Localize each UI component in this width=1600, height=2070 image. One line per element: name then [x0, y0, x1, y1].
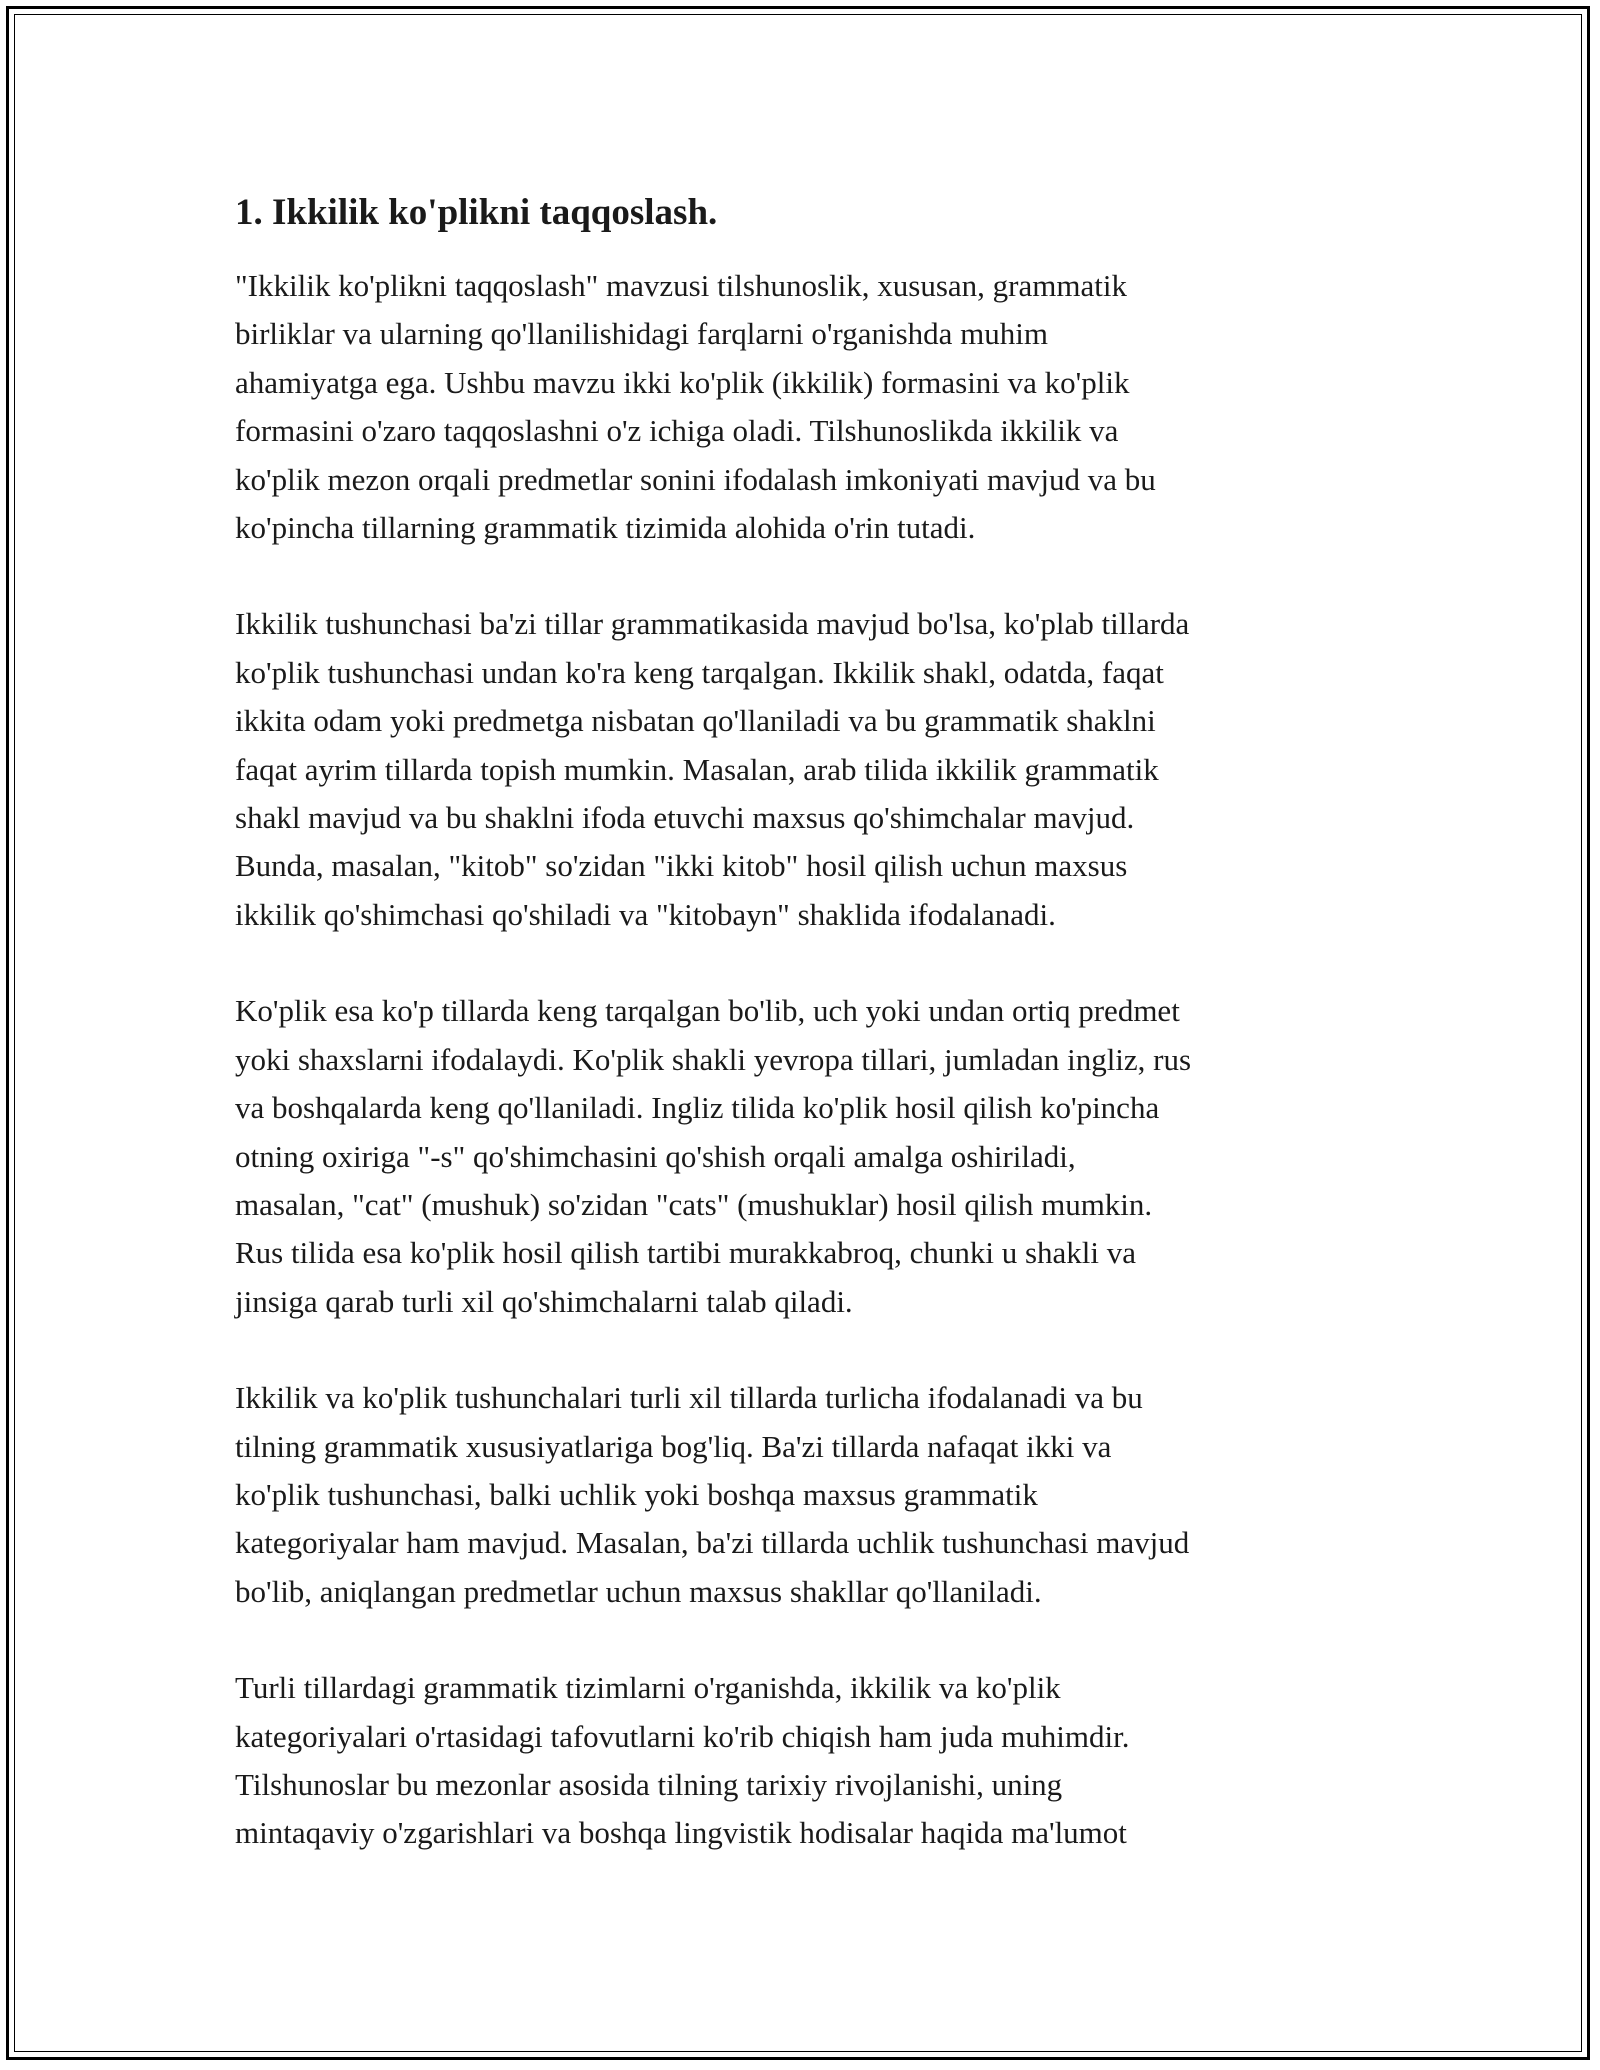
- document-page: [235, 190, 1375, 1906]
- paragraph-3: Ko'plik esa ko'p tillarda keng tarqalgan bo'lib, uch yoki undan ortiq predmet yoki shaxslarni ifodalaydi. Ko'plik shakli yevropa tillari, jumladan ingliz, rus va boshqalarda keng qo'llaniladi. Ingliz tilida ko'plik hosil qilish ko'pincha otning oxiriga "-s" qo'shimchasini qo'shish orqali amalga oshiriladi, masalan, "cat" (mushuk) so'zidan "cats" (mushuklar) hosil qilish mumkin. Rus tilida esa ko'plik hosil qilish tartibi murakkabroq, chunki u shakli va jinsiga qarab turli xil qo'shimchalarni talab qiladi.: [235, 993, 1192, 1319]
- paragraph-5: Turli tillardagi grammatik tizimlarni o'rganishda, ikkilik va ko'plik kategoriyalari o'rtasidagi tafovutlarni ko'rib chiqish ham juda muhimdir. Tilshunoslar bu mezonlar asosida tilning tarixiy rivojlanishi, uning mintaqaviy o'zgarishlari va boshqa lingvistik hodisalar haqida ma'lumot: [235, 1670, 1130, 1851]
- paragraph-2: Ikkilik tushunchasi ba'zi tillar grammatikasida mavjud bo'lsa, ko'plab tillarda ko'plik tushunchasi undan ko'ra keng tarqalgan. Ikkilik shakl, odatda, faqat ikkita odam yoki predmetga nisbatan qo'llaniladi va bu grammatik shaklni faqat ayrim tillarda topish mumkin. Masalan, arab tilida ikkilik grammatik shakl mavjud va bu shaklni ifoda etuvchi maxsus qo'shimchalar mavjud. Bunda, masalan, "kitob" so'zidan "ikki kitob" hosil qilish uchun maxsus ikkilik qo'shimchasi qo'shiladi va "kitobayn" shaklida ifodalanadi.: [235, 606, 1190, 932]
- paragraph-1: "Ikkilik ko'plikni taqqoslash" mavzusi tilshunoslik, xususan, grammatik birliklar va ularning qo'llanilishidagi farqlarni o'rganishda muhim ahamiyatga ega. Ushbu mavzu ikki ko'plik (ikkilik) formasini va ko'plik formasini o'zaro taqqoslashni o'z ichiga oladi. Tilshunoslikda ikkilik va ko'plik mezon orqali predmetlar sonini ifodalash imkoniyati mavjud va bu ko'pincha tillarning grammatik tizimida alohida o'rin tutadi.: [235, 268, 1156, 546]
- paragraph-4: Ikkilik va ko'plik tushunchalari turli xil tillarda turlicha ifodalanadi va bu tilning grammatik xususiyatlariga bog'liq. Ba'zi tillarda nafaqat ikki va ko'plik tushunchasi, balki uchlik yoki boshqa maxsus grammatik kategoriyalar ham mavjud. Masalan, ba'zi tillarda uchlik tushunchasi mavjud bo'lib, aniqlangan predmetlar uchun maxsus shakllar qo'llaniladi.: [235, 1380, 1190, 1609]
- section-heading: 1. Ikkilik ko'plikni taqqoslash.: [235, 192, 718, 233]
